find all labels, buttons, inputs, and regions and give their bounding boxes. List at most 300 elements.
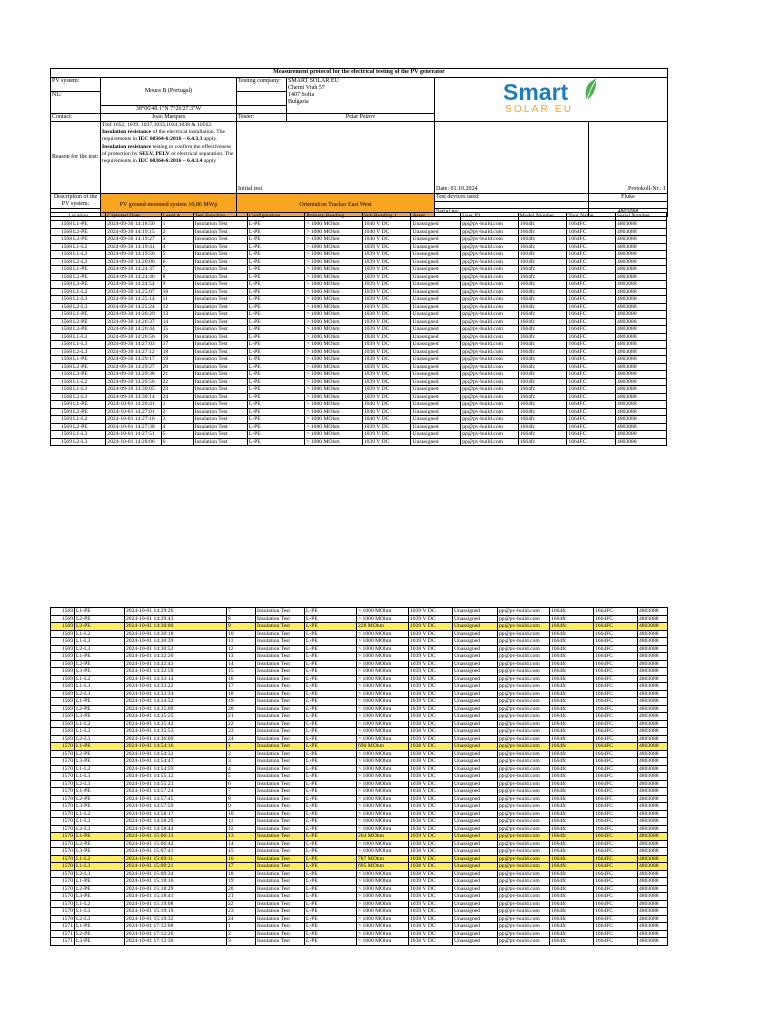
table-row: [51, 423, 667, 431]
table-cell: Unassigned: [453, 878, 498, 886]
table-cell: 4803088: [616, 266, 667, 274]
table-cell: 4803088: [638, 758, 668, 766]
table-cell: 1664FC: [594, 818, 638, 826]
table-cell: 18: [161, 348, 193, 356]
nl-label: NL:: [51, 92, 101, 114]
table-cell: Unassigned: [411, 401, 461, 409]
table-cell: 1039 V DC: [362, 438, 411, 446]
table-cell: 1040 V DC: [362, 221, 411, 229]
table-cell: 1664FC: [594, 638, 638, 646]
table-cell: [51, 236, 106, 244]
table-cell: L-PE: [247, 356, 305, 364]
table-cell: pp@pv-build.com: [461, 401, 519, 409]
table-cell: 2024-10-01 14:27:38: [106, 423, 161, 431]
table-cell: pp@pv-build.com: [498, 608, 550, 616]
table-row: [51, 438, 667, 446]
table-row: [51, 221, 667, 229]
table-cell: 21: [227, 713, 256, 721]
table-cell: [51, 318, 106, 326]
table-cell: 17: [227, 683, 256, 691]
table-cell: Unassigned: [453, 848, 498, 856]
table-cell: 1664FC: [567, 296, 616, 304]
table-row: [51, 825, 668, 833]
table-cell: Unassigned: [453, 863, 498, 871]
logo-wordmark: Smart: [503, 79, 569, 105]
table-cell: 1569: [51, 690, 75, 698]
table-cell: 1664FC: [567, 423, 616, 431]
table-cell: L-PE: [305, 728, 357, 736]
table-cell: L-PE: [305, 608, 357, 616]
table-cell: 20: [227, 885, 256, 893]
table-cell: 1664FC: [567, 356, 616, 364]
table-cell: L-PE: [305, 938, 357, 946]
table-cell: 1038 V DC: [409, 863, 453, 871]
table-cell: 1664fc: [550, 773, 594, 781]
table-cell: L-PE: [247, 423, 305, 431]
table-cell: 4803088: [638, 938, 668, 946]
table-row: [51, 645, 668, 653]
table-cell: L-PE: [247, 296, 305, 304]
table-cell: 1664fc: [518, 288, 567, 296]
table-cell: 1664FC: [567, 251, 616, 259]
table-cell: 1664fc: [550, 615, 594, 623]
table-cell: > 1000 MOhm: [305, 303, 363, 311]
table-cell: 1039 V DC: [362, 326, 411, 334]
table-cell: Insulation Test: [256, 938, 305, 946]
table-cell: 1664FC: [594, 758, 638, 766]
table-cell: 1038 V DC: [362, 333, 411, 341]
table-cell: 2024-10-01 14:54:33: [125, 750, 227, 758]
location-phase: L1-L3: [73, 386, 88, 392]
table-cell: 1038 V DC: [409, 675, 453, 683]
table-cell: pp@pv-build.com: [498, 908, 550, 916]
table-cell: 1039 V DC: [362, 431, 411, 439]
table-cell: 3: [227, 938, 256, 946]
location-phase: L2-L3: [73, 258, 88, 265]
table-cell: 1664fc: [550, 908, 594, 916]
location-phase: L2-L3: [73, 348, 88, 355]
table-cell: 1664FC: [567, 228, 616, 236]
table-cell: 23: [227, 908, 256, 916]
table-row: [51, 915, 668, 923]
table-cell: Unassigned: [453, 720, 498, 728]
location-number: 1568: [60, 341, 72, 347]
table-cell: 1038 V DC: [409, 743, 453, 751]
table-row: [51, 378, 667, 386]
table-cell: 1571: [51, 938, 75, 946]
table-cell: L-PE: [305, 743, 357, 751]
table-cell: 2024-10-01 14:35:09: [125, 705, 227, 713]
location-number: 1568: [60, 281, 72, 287]
table-cell: 1664fc: [550, 855, 594, 863]
table-cell: 6: [161, 258, 193, 266]
table-cell: 1664FC: [567, 243, 616, 251]
table-cell: 1039 V DC: [409, 878, 453, 886]
table-cell: 15: [227, 848, 256, 856]
table-cell: 8: [161, 273, 193, 281]
table-cell: L2-L3: [75, 915, 125, 923]
table-cell: > 1000 MOhm: [357, 810, 409, 818]
table-cell: 1664fc: [518, 273, 567, 281]
table-cell: 1664fc: [550, 795, 594, 803]
table-cell: 1038 V DC: [409, 848, 453, 856]
table-cell: L-PE: [247, 251, 305, 259]
location-number: 1568: [60, 363, 72, 370]
table-cell: 4803088: [638, 765, 668, 773]
table-cell: 4803088: [638, 773, 668, 781]
table-cell: 1664FC: [567, 266, 616, 274]
table-cell: Unassigned: [453, 653, 498, 661]
table-cell: Unassigned: [453, 885, 498, 893]
column-header: Sub Reading 1: [362, 213, 411, 221]
table-cell: > 1000 MOhm: [357, 893, 409, 901]
table-cell: Insulation Test: [256, 803, 305, 811]
table-cell: L-PE: [305, 773, 357, 781]
table-cell: 4803088: [616, 228, 667, 236]
header-table: [50, 68, 668, 217]
column-header: Captured Date: [106, 213, 161, 221]
table-cell: 19: [161, 356, 193, 364]
table-cell: 2024-09-30 14:29:27: [106, 363, 161, 371]
table-row: [51, 788, 668, 796]
table-cell: L-PE: [305, 900, 357, 908]
table-cell: Insulation Test: [193, 221, 247, 229]
table-cell: 1664FC: [567, 258, 616, 266]
table-cell: 1664fc: [550, 668, 594, 676]
table-cell: Insulation Test: [193, 273, 247, 281]
table-cell: Unassigned: [411, 266, 461, 274]
table-cell: 17: [161, 341, 193, 349]
table-cell: 1664fc: [550, 803, 594, 811]
table-cell: 2024-10-01 14:30:52: [125, 645, 227, 653]
table-cell: 1664FC: [567, 416, 616, 424]
page-title: Measurement protocol for the electrical testing of the PV generator: [51, 69, 668, 78]
table-cell: 2024-10-01 15:09:34: [125, 870, 227, 878]
table-cell: Unassigned: [411, 371, 461, 379]
table-cell: Insulation Test: [193, 393, 247, 401]
table-cell: L-PE: [247, 266, 305, 274]
table-cell: Unassigned: [411, 326, 461, 334]
table-cell: 1039 V DC: [362, 371, 411, 379]
table-cell: 1038 V DC: [409, 870, 453, 878]
table-cell: Insulation Test: [193, 318, 247, 326]
table-cell: Insulation Test: [193, 251, 247, 259]
table-cell: L3-PE: [75, 713, 125, 721]
table-cell: 1040 V DC: [362, 228, 411, 236]
table-cell: L1-L3: [75, 638, 125, 646]
table-cell: 1664FC: [567, 348, 616, 356]
table-cell: 4803088: [616, 416, 667, 424]
table-cell: 4803088: [638, 683, 668, 691]
table-cell: 1664FC: [594, 660, 638, 668]
table-cell: 9: [227, 803, 256, 811]
table-cell: 1664fc: [550, 698, 594, 706]
table-row: [51, 371, 667, 379]
table-cell: pp@pv-build.com: [461, 363, 519, 371]
table-cell: Unassigned: [453, 893, 498, 901]
table-cell: Unassigned: [453, 705, 498, 713]
table-cell: > 1000 MOhm: [305, 243, 363, 251]
table-cell: 1664FC: [567, 333, 616, 341]
table-cell: 18: [227, 690, 256, 698]
company-logo: [435, 78, 668, 122]
table-cell: L-PE: [305, 788, 357, 796]
table-cell: 1569: [51, 623, 75, 631]
table-row: [51, 408, 667, 416]
table-cell: 9: [227, 623, 256, 631]
contact-value: Joao Marques: [101, 114, 237, 122]
table-cell: [51, 251, 106, 259]
table-cell: Insulation Test: [256, 645, 305, 653]
table-cell: L-PE: [305, 630, 357, 638]
table-row: [51, 630, 668, 638]
reason-fragment: IEC 60364-6:2016 – 6.4.3.4: [138, 158, 203, 165]
table-cell: Unassigned: [411, 393, 461, 401]
column-header: User ID: [461, 213, 519, 221]
table-cell: L-PE: [305, 795, 357, 803]
table-cell: 1664FC: [594, 668, 638, 676]
table-row: [51, 615, 668, 623]
table-cell: 1039 V DC: [409, 623, 453, 631]
table-cell: Insulation Test: [256, 623, 305, 631]
column-header: Primary Reading: [305, 213, 363, 221]
table-row: [51, 393, 667, 401]
column-header: Location: [51, 213, 106, 221]
table-cell: pp@pv-build.com: [461, 303, 519, 311]
table-cell: Insulation Test: [256, 788, 305, 796]
table-cell: 4803088: [638, 750, 668, 758]
table-cell: 1038 V DC: [409, 803, 453, 811]
table-cell: pp@pv-build.com: [461, 318, 519, 326]
table-cell: L-PE: [247, 438, 305, 446]
table-row: [51, 273, 667, 281]
table-cell: 2024-09-30 14:26:37: [106, 318, 161, 326]
table-cell: 14: [161, 318, 193, 326]
table-cell: 1664FC: [594, 848, 638, 856]
table-cell: L-PE: [247, 378, 305, 386]
table-cell: 4803088: [638, 668, 668, 676]
table-cell: 1040 V DC: [362, 401, 411, 409]
table-cell: 4803088: [638, 645, 668, 653]
table-cell: Unassigned: [453, 915, 498, 923]
table-cell: 1038 V DC: [409, 855, 453, 863]
table-cell: Insulation Test: [193, 378, 247, 386]
table-cell: L1-PE: [75, 743, 125, 751]
table-cell: pp@pv-build.com: [498, 743, 550, 751]
table-cell: [51, 341, 106, 349]
table-cell: 1664FC: [567, 378, 616, 386]
table-cell: pp@pv-build.com: [498, 915, 550, 923]
table-cell: pp@pv-build.com: [498, 630, 550, 638]
table-cell: 1570: [51, 885, 75, 893]
table-cell: 4803088: [638, 893, 668, 901]
table-cell: L-PE: [305, 660, 357, 668]
table-cell: 1664FC: [594, 855, 638, 863]
table-cell: 1038 V DC: [409, 758, 453, 766]
table-cell: 2024-10-01 14:58:44: [125, 825, 227, 833]
table-cell: L3-PE: [75, 803, 125, 811]
table-cell: 4803088: [616, 423, 667, 431]
table-cell: 2024-10-01 15:19:32: [125, 915, 227, 923]
table-cell: 1570: [51, 900, 75, 908]
table-cell: [51, 266, 106, 274]
table-cell: 2024-10-01 14:35:53: [125, 728, 227, 736]
table-cell: > 1000 MOhm: [305, 423, 363, 431]
table-cell: 1039 V DC: [362, 243, 411, 251]
location-phase: L2-L3: [73, 393, 88, 400]
table-cell: L-PE: [305, 833, 357, 841]
table-cell: > 1000 MOhm: [357, 818, 409, 826]
table-cell: 4803088: [638, 825, 668, 833]
table-cell: Insulation Test: [256, 833, 305, 841]
table-cell: Unassigned: [453, 668, 498, 676]
table-cell: Insulation Test: [256, 743, 305, 751]
table-cell: L-PE: [247, 228, 305, 236]
table-cell: Insulation Test: [256, 900, 305, 908]
table-cell: 14: [227, 660, 256, 668]
table-cell: pp@pv-build.com: [461, 356, 519, 364]
table-cell: > 1000 MOhm: [357, 923, 409, 931]
table-row: [51, 900, 668, 908]
table-cell: [51, 311, 106, 319]
table-cell: 1569: [51, 653, 75, 661]
table-row: [51, 341, 667, 349]
table-cell: 1038 V DC: [409, 690, 453, 698]
table-cell: Insulation Test: [193, 371, 247, 379]
table-cell: 1664FC: [594, 750, 638, 758]
description-label: Description of the PV system:: [51, 194, 101, 209]
table-cell: pp@pv-build.com: [461, 416, 519, 424]
table-cell: L-PE: [305, 870, 357, 878]
location-number: 1568: [60, 303, 72, 310]
table-cell: 4803088: [638, 720, 668, 728]
table-cell: 1664fc: [550, 743, 594, 751]
table-cell: 1664fc: [518, 341, 567, 349]
table-cell: > 1000 MOhm: [305, 393, 363, 401]
table-cell: pp@pv-build.com: [461, 333, 519, 341]
table-cell: > 1000 MOhm: [357, 825, 409, 833]
company-city: 1407 Sofia: [288, 92, 315, 98]
table-cell: [51, 401, 106, 409]
table-row: [51, 243, 667, 251]
table-cell: pp@pv-build.com: [461, 438, 519, 446]
table-cell: 1570: [51, 878, 75, 886]
table-cell: > 1000 MOhm: [305, 333, 363, 341]
table-row: [51, 258, 667, 266]
table-cell: 3: [161, 236, 193, 244]
table-cell: pp@pv-build.com: [461, 281, 519, 289]
table-cell: > 1000 MOhm: [305, 438, 363, 446]
table-cell: 1664FC: [594, 645, 638, 653]
table-cell: L2-L3: [75, 690, 125, 698]
table-cell: 1664fc: [550, 720, 594, 728]
table-cell: > 1000 MOhm: [357, 735, 409, 743]
table-cell: 22: [227, 900, 256, 908]
table-cell: L-PE: [305, 765, 357, 773]
table-cell: 1039 V DC: [409, 795, 453, 803]
table-cell: 1038 V DC: [409, 780, 453, 788]
table-cell: [51, 243, 106, 251]
table-cell: Insulation Test: [256, 713, 305, 721]
table-cell: > 1000 MOhm: [357, 713, 409, 721]
table-cell: L1-PE: [75, 653, 125, 661]
table-cell: Insulation Test: [193, 386, 247, 394]
location-phase: L1-PE: [73, 266, 88, 272]
table-cell: L-PE: [305, 645, 357, 653]
table-cell: 1664fc: [550, 893, 594, 901]
table-cell: 1664fc: [550, 810, 594, 818]
table-row: [51, 855, 668, 863]
table-cell: 1664FC: [567, 363, 616, 371]
table-cell: 15: [227, 668, 256, 676]
table-cell: L-PE: [247, 333, 305, 341]
nl-value: 38°06'48.1"N 7°26'27.3"W: [101, 106, 237, 114]
table-cell: > 1000 MOhm: [357, 900, 409, 908]
location-phase: L1-L3: [73, 431, 88, 437]
table-row: [51, 333, 667, 341]
table-cell: Unassigned: [453, 803, 498, 811]
table-cell: L-PE: [305, 885, 357, 893]
table-cell: L-PE: [305, 908, 357, 916]
table-cell: [51, 348, 106, 356]
table-cell: 1664fc: [550, 930, 594, 938]
table-cell: 1664FC: [567, 386, 616, 394]
table-cell: 1039 V DC: [362, 273, 411, 281]
table-row: [51, 818, 668, 826]
table-cell: Insulation Test: [193, 401, 247, 409]
table-cell: 1664FC: [567, 438, 616, 446]
tester-value: Petar Petrov: [287, 114, 435, 122]
table-cell: 4803088: [638, 803, 668, 811]
table-cell: Unassigned: [453, 765, 498, 773]
table-cell: > 1000 MOhm: [305, 341, 363, 349]
table-cell: Unassigned: [411, 303, 461, 311]
table-cell: Unassigned: [411, 356, 461, 364]
table-cell: Unassigned: [411, 363, 461, 371]
table-cell: 1664fc: [550, 735, 594, 743]
table-cell: pp@pv-build.com: [461, 258, 519, 266]
table-row: [51, 303, 667, 311]
table-cell: 2024-10-01 17:12:20: [125, 930, 227, 938]
table-cell: 1569: [51, 660, 75, 668]
table-cell: 11: [227, 818, 256, 826]
table-cell: 4803088: [638, 840, 668, 848]
table-cell: 4803088: [638, 915, 668, 923]
table-cell: 1664FC: [594, 705, 638, 713]
location-phase: L1-L2: [73, 243, 88, 250]
location-phase: L2-L3: [73, 438, 88, 445]
table-cell: 1: [227, 923, 256, 931]
location-number: 1568: [60, 393, 72, 400]
reason-text: [101, 122, 237, 194]
table-cell: pp@pv-build.com: [498, 818, 550, 826]
table-cell: [51, 333, 106, 341]
table-cell: 1570: [51, 773, 75, 781]
table-cell: Insulation Test: [193, 296, 247, 304]
table-cell: Insulation Test: [256, 840, 305, 848]
table-cell: Unassigned: [453, 938, 498, 946]
table-cell: 20: [227, 705, 256, 713]
table-cell: L-PE: [247, 416, 305, 424]
table-cell: 1664FC: [594, 608, 638, 616]
table-cell: 1664fc: [550, 870, 594, 878]
table-cell: 1039 V DC: [409, 615, 453, 623]
table-cell: 2024-10-01 14:28:06: [106, 438, 161, 446]
table-cell: 4803088: [638, 855, 668, 863]
table-cell: 1569: [51, 608, 75, 616]
table-cell: 1569: [51, 728, 75, 736]
table-cell: 1664FC: [567, 318, 616, 326]
